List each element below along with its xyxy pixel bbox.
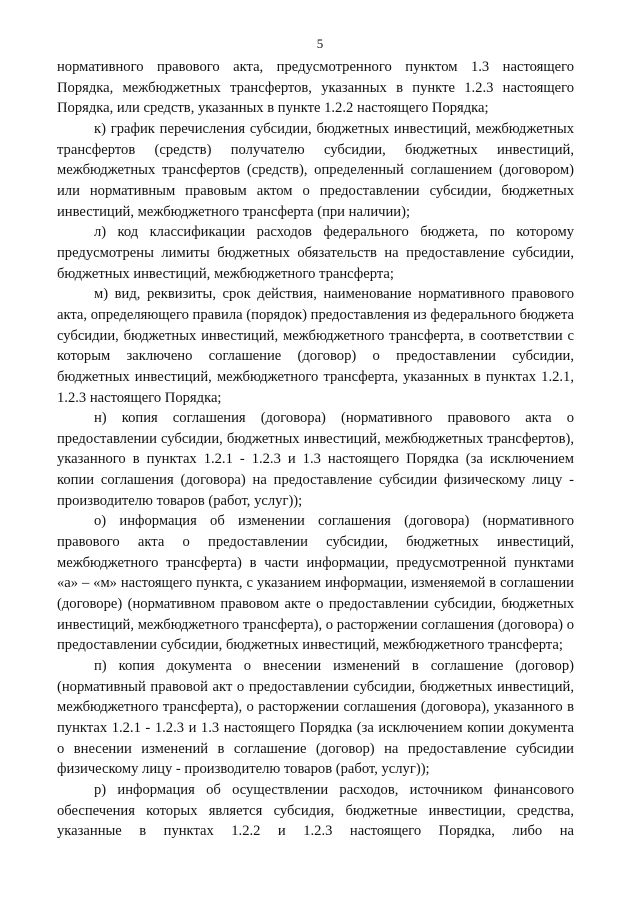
- document-body: [57, 57, 574, 842]
- paragraph-k: к) график перечисления субсидии, бюджетных инвестиций, межбюджетных трансфертов (средств) получателю субсидии, бюджетных инвестиций, межбюджетных трансфертов (средств), определенный соглашением (договором) или нормативным правовым актом о предоставлении субсидии, бюджетных инвестиций, межбюджетного трансферта (при наличии);: [57, 120, 574, 220]
- paragraph-o: о) информация об изменении соглашения (договора) (нормативного правового акта о предоставлении субсидии, бюджетных инвестиций, межбюджетного трансферта) в части информации, предусмотренной пунктами «а» – «м» настоящего пункта, с указанием информации, изменяемой в соглашении (договоре) (нормативном правовом акте о предоставлении субсидии, бюджетных инвестиций, межбюджетного трансферта), о расторжении соглашения (договора) о предоставлении субсидии, бюджетных инвестиций, межбюджетного трансферта;: [57, 513, 574, 654]
- paragraph-p: п) копия документа о внесении изменений в соглашение (договор) (нормативный правовой акт о предоставлении субсидии, бюджетных инвестиций, межбюджетного трансферта), о расторжении соглашения (договора), указанного в пунктах 1.2.1 - 1.2.3 и 1.3 настоящего Порядка (за исключением копии документа о внесении изменений в соглашение (договор) на предоставление субсидии физическому лицу - производителю товаров (работ, услуг));: [57, 658, 574, 778]
- paragraph-m: м) вид, реквизиты, срок действия, наименование нормативного правового акта, определяющего правила (порядок) предоставления из федерального бюджета субсидии, бюджетных инвестиций, межбюджетного трансферта, в соответствии с которым заключено соглашение (договор) о предоставлении субсидии, бюджетных инвестиций, межбюджетного трансферта, указанных в пунктах 1.2.1, 1.2.3 настоящего Порядка;: [57, 286, 574, 406]
- paragraph-l: л) код классификации расходов федерального бюджета, по которому предусмотрены лимиты бюджетных обязательств на предоставление субсидии, бюджетных инвестиций, межбюджетного трансферта;: [57, 224, 574, 282]
- paragraph-continuation: нормативного правового акта, предусмотренного пунктом 1.3 настоящего Порядка, межбюджетных трансфертов, указанных в пункте 1.2.3 настоящего Порядка, или средств, указанных в пункте 1.2.2 настоящего Порядка;: [57, 59, 574, 117]
- paragraph-n: н) копия соглашения (договора) (нормативного правового акта о предоставлении субсидии, бюджетных инвестиций, межбюджетных трансфертов), указанного в пунктах 1.2.1 - 1.2.3 и 1.3 настоящего Порядка (за исключением копии соглашения (договора) на предоставление субсидии физическому лицу - производителю товаров (работ, услуг));: [57, 410, 574, 509]
- page-number: 5: [316, 36, 324, 51]
- paragraph-r: р) информация об осуществлении расходов, источником финансового обеспечения которых является субсидия, бюджетные инвестиции, средства, указанные в пунктах 1.2.2 и 1.2.3 настоящего Порядка, либо на: [57, 781, 574, 840]
